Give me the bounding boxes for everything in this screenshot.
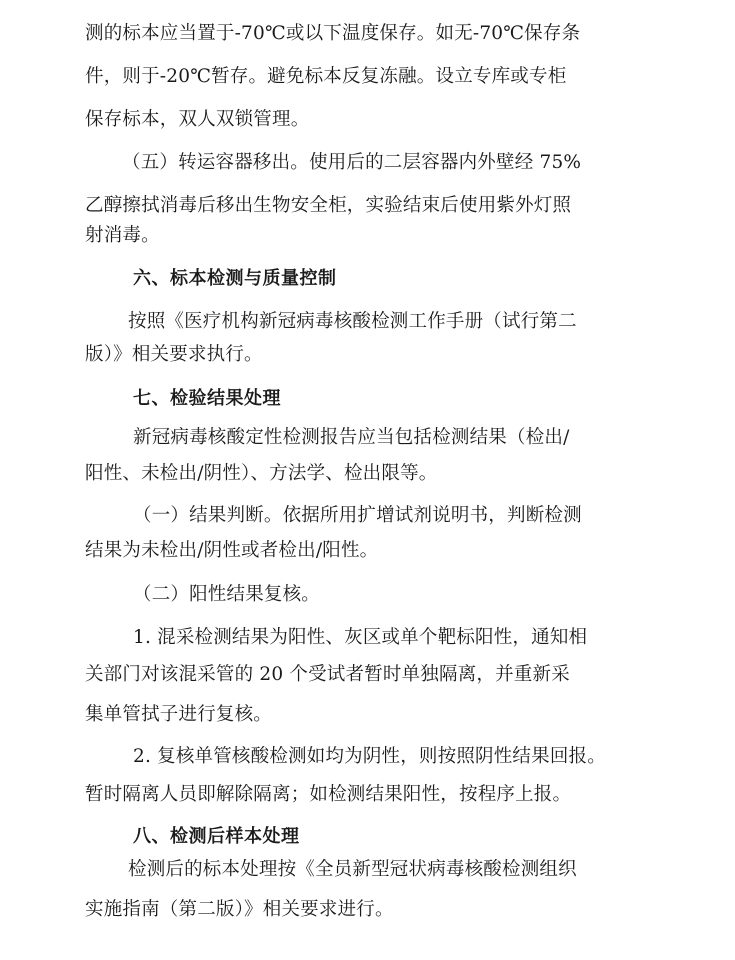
section-heading: 八、检测后样本处理 — [133, 826, 300, 847]
paragraph-line: 1. 混采检测结果为阳性、灰区或单个靶标阳性，通知相 — [133, 627, 588, 648]
paragraph-line: 集单管拭子进行复核。 — [85, 704, 273, 725]
paragraph-line: 版）》相关要求执行。 — [85, 344, 263, 365]
paragraph-line: 新冠病毒核酸定性检测报告应当包括检测结果（检出/ — [133, 427, 570, 448]
paragraph-line: 关部门对该混采管的 20 个受试者暂时单独隔离，并重新采 — [85, 664, 570, 685]
paragraph-line: 乙醇擦拭消毒后移出生物安全柜，实验结束后使用紫外灯照 — [85, 195, 572, 216]
paragraph-line: 检测后的标本处理按《全员新型冠状病毒核酸检测组织 — [128, 859, 577, 880]
paragraph-line: 保存标本，双人双锁管理。 — [85, 109, 310, 130]
paragraph-line: 阳性、未检出/阴性）、方法学、检出限等。 — [85, 463, 438, 484]
section-heading: 七、检验结果处理 — [133, 388, 281, 409]
paragraph-line: 件，则于-20℃暂存。避免标本反复冻融。设立专库或专柜 — [85, 66, 567, 87]
paragraph-line: 按照《医疗机构新冠病毒核酸检测工作手册（试行第二 — [128, 311, 577, 332]
paragraph-line: 测的标本应当置于-70℃或以下温度保存。如无-70℃保存条 — [85, 23, 581, 44]
paragraph-line: （二）阳性结果复核。 — [133, 584, 321, 605]
paragraph-line: 射消毒。 — [85, 225, 160, 246]
paragraph-line: 结果为未检出/阴性或者检出/阳性。 — [85, 540, 379, 561]
paragraph-line: （一）结果判断。依据所用扩增试剂说明书，判断检测 — [133, 505, 582, 526]
section-heading: 六、标本检测与质量控制 — [133, 268, 337, 289]
paragraph-line: 2. 复核单管核酸检测如均为阴性，则按照阴性结果回报。 — [133, 746, 606, 767]
paragraph-line: 实施指南（第二版）》相关要求进行。 — [85, 899, 394, 920]
paragraph-line: （五）转运容器移出。使用后的二层容器内外壁经 75% — [122, 152, 582, 173]
paragraph-line: 暂时隔离人员即解除隔离；如检测结果阳性，按程序上报。 — [85, 784, 572, 805]
